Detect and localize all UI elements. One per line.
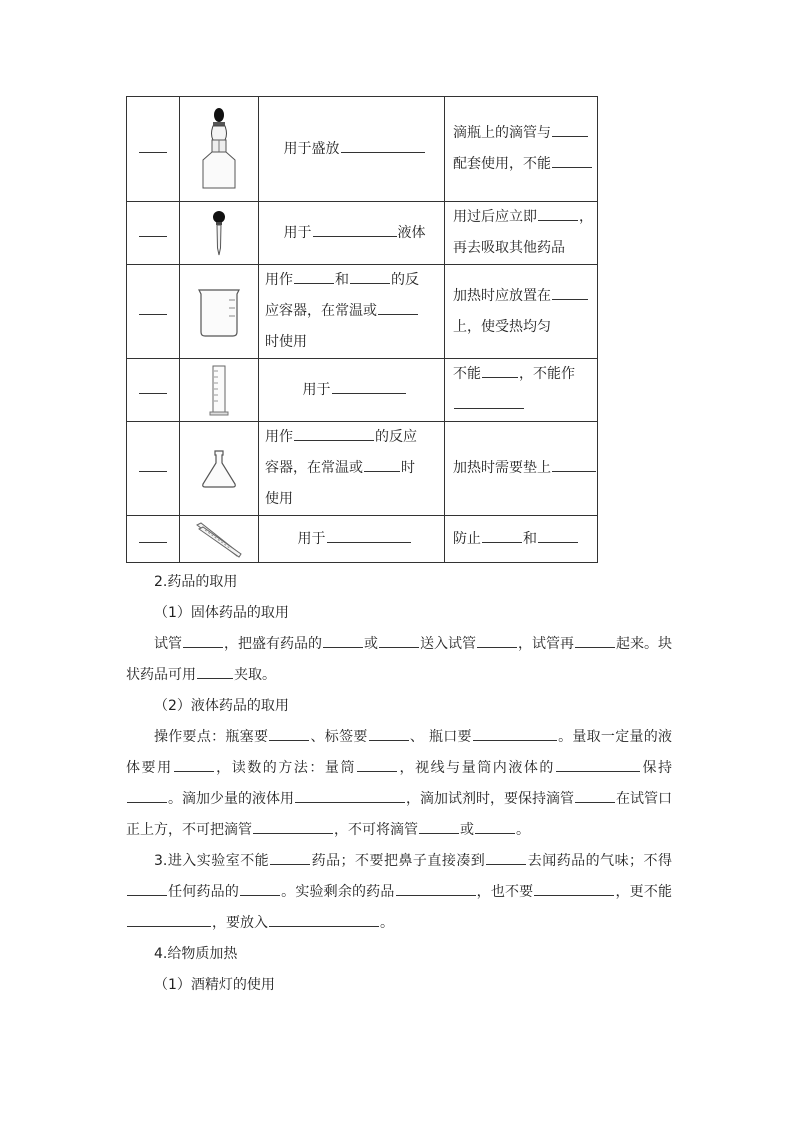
answer-blank[interactable] — [174, 756, 214, 772]
note-text: 用过后应立即 — [453, 209, 537, 225]
answer-blank[interactable] — [419, 818, 459, 834]
text: ，视线与量筒内液体的 — [398, 760, 555, 776]
desc-text: 液体 — [397, 224, 426, 241]
note-text: 不能 — [453, 366, 481, 382]
note-text: 和 — [523, 530, 537, 547]
answer-blank[interactable] — [482, 527, 522, 543]
text: 、 瓶口要 — [409, 729, 472, 745]
note-cell — [445, 202, 598, 265]
equipment-table — [126, 96, 598, 563]
answer-blank[interactable] — [538, 527, 578, 543]
image-cell — [180, 516, 259, 563]
text: 保持 — [640, 760, 673, 776]
text: 、标签要 — [310, 729, 368, 745]
paragraph-rules — [126, 846, 672, 939]
image-cell — [180, 422, 259, 516]
desc-text: 用作 — [265, 429, 293, 445]
answer-blank[interactable] — [350, 268, 390, 284]
text: 试管 — [154, 636, 182, 652]
text: ，滴加试剂时，要保持滴管 — [406, 791, 574, 807]
desc-text: 用于 — [297, 530, 326, 547]
text: 。 — [516, 822, 530, 838]
note-text: ， — [579, 209, 593, 225]
erlenmeyer-flask-icon — [199, 449, 239, 489]
answer-blank[interactable] — [364, 456, 400, 472]
text: 。 — [380, 915, 394, 931]
text: ，读数的方法：量筒 — [214, 760, 357, 776]
desc-cell — [259, 202, 445, 265]
text: 正上方，不可把滴管 — [126, 822, 252, 838]
desc-cell — [259, 422, 445, 516]
answer-blank[interactable] — [139, 378, 167, 394]
note-text: 加热时应放置在 — [453, 287, 551, 304]
answer-blank[interactable] — [341, 137, 425, 153]
desc-text: 应容器，在常温或 — [265, 303, 377, 319]
desc-text: 时 — [401, 460, 415, 476]
answer-blank[interactable] — [183, 632, 223, 648]
dropper-icon — [209, 210, 229, 256]
note-text: 防止 — [453, 530, 481, 547]
graduated-cylinder-icon — [208, 363, 230, 417]
answer-blank[interactable] — [534, 880, 614, 896]
text: 在试管口 — [616, 791, 672, 807]
answer-blank[interactable] — [197, 663, 233, 679]
answer-blank[interactable] — [486, 849, 526, 865]
desc-cell — [259, 97, 445, 202]
note-text: 配套使用，不能 — [453, 156, 551, 172]
text: 或 — [460, 822, 474, 838]
text: 去闻药品的气味；不得 — [527, 853, 673, 869]
answer-blank[interactable] — [473, 725, 557, 741]
answer-blank[interactable] — [139, 299, 167, 315]
text: ，也不要 — [476, 884, 534, 900]
answer-blank[interactable] — [379, 632, 419, 648]
desc-text: 的反应 — [375, 429, 417, 445]
answer-blank[interactable] — [139, 221, 167, 237]
name-cell — [127, 97, 180, 202]
text: 起来。块 — [616, 636, 672, 652]
image-cell — [180, 202, 259, 265]
name-cell — [127, 516, 180, 563]
subsection-title: （1）固体药品的取用 — [154, 605, 289, 621]
image-cell — [180, 97, 259, 202]
answer-blank[interactable] — [475, 818, 515, 834]
note-cell — [445, 359, 598, 422]
table-row — [127, 422, 598, 516]
answer-blank[interactable] — [575, 787, 615, 803]
section-drug-handling — [126, 567, 672, 1001]
answer-blank[interactable] — [477, 632, 517, 648]
text: 。实验剩余的药品 — [281, 884, 395, 900]
answer-blank[interactable] — [269, 725, 309, 741]
answer-blank[interactable] — [269, 911, 379, 927]
answer-blank[interactable] — [482, 362, 518, 378]
note-text: 上，使受热均匀 — [453, 318, 551, 335]
answer-blank[interactable] — [378, 299, 418, 315]
text: 任何药品的 — [168, 884, 239, 900]
note-text: 再去吸取其他药品 — [453, 240, 565, 256]
table-row — [127, 265, 598, 359]
name-cell — [127, 359, 180, 422]
desc-text: 时使用 — [265, 334, 307, 350]
answer-blank[interactable] — [127, 880, 167, 896]
note-text: 滴瓶上的滴管与 — [453, 125, 551, 141]
text: 药品；不要把鼻子直接凑到 — [311, 853, 486, 869]
desc-text: 使用 — [265, 491, 293, 507]
answer-blank[interactable] — [454, 393, 524, 409]
note-cell — [445, 422, 598, 516]
answer-blank[interactable] — [575, 632, 615, 648]
desc-cell — [259, 265, 445, 359]
desc-text: 用作 — [265, 272, 293, 288]
note-cell — [445, 265, 598, 359]
answer-blank[interactable] — [396, 880, 476, 896]
answer-blank[interactable] — [332, 378, 406, 394]
answer-blank[interactable] — [295, 787, 405, 803]
paragraph-liquid — [126, 722, 672, 846]
name-cell — [127, 422, 180, 516]
answer-blank[interactable] — [139, 456, 167, 472]
text: ，不可将滴管 — [334, 822, 418, 838]
answer-blank[interactable] — [127, 787, 167, 803]
text: ，要放入 — [212, 915, 268, 931]
desc-cell — [259, 359, 445, 422]
answer-blank[interactable] — [139, 137, 167, 153]
desc-cell — [259, 516, 445, 563]
text: 体要用 — [126, 760, 173, 776]
table-row — [127, 202, 598, 265]
section-title: 2.药品的取用 — [154, 574, 238, 590]
subsection-title: （1）酒精灯的使用 — [154, 977, 275, 993]
desc-text: 用于盛放 — [283, 140, 340, 157]
desc-text: 和 — [335, 272, 349, 288]
text: 3.进入实验室不能 — [154, 853, 270, 869]
answer-blank[interactable] — [327, 527, 411, 543]
answer-blank[interactable] — [552, 284, 588, 300]
desc-text: 容器，在常温或 — [265, 460, 363, 476]
answer-blank[interactable] — [253, 818, 333, 834]
beaker-icon — [195, 286, 243, 338]
note-cell — [445, 516, 598, 563]
answer-blank[interactable] — [357, 756, 397, 772]
table-row — [127, 97, 598, 202]
text: 。量取一定量的液 — [557, 729, 673, 745]
name-cell — [127, 265, 180, 359]
text: 状药品可用 — [126, 667, 196, 683]
text: ，把盛有药品的 — [224, 636, 322, 652]
text: 。滴加少量的液体用 — [168, 791, 294, 807]
table-row — [127, 359, 598, 422]
note-text: 加热时需要垫上 — [453, 460, 551, 476]
dropper-bottle-icon — [197, 106, 241, 192]
answer-blank[interactable] — [139, 527, 167, 543]
answer-blank[interactable] — [552, 121, 588, 137]
answer-blank[interactable] — [556, 756, 640, 772]
table-row — [127, 516, 598, 563]
desc-text: 的反 — [391, 272, 419, 288]
text: 夹取。 — [234, 667, 276, 683]
image-cell — [180, 265, 259, 359]
text: 送入试管 — [420, 636, 476, 652]
answer-blank[interactable] — [294, 425, 374, 441]
answer-blank[interactable] — [294, 268, 334, 284]
section-title: 4.给物质加热 — [154, 946, 238, 962]
image-cell — [180, 359, 259, 422]
answer-blank[interactable] — [313, 221, 397, 237]
text: ，更不能 — [615, 884, 673, 900]
answer-blank[interactable] — [369, 725, 409, 741]
answer-blank[interactable] — [127, 911, 211, 927]
desc-text: 用于 — [283, 224, 312, 241]
text: 或 — [364, 636, 378, 652]
answer-blank[interactable] — [240, 880, 280, 896]
note-text: ，不能作 — [519, 366, 575, 382]
note-cell — [445, 97, 598, 202]
text: ，试管再 — [518, 636, 574, 652]
name-cell — [127, 202, 180, 265]
subsection-title: （2）液体药品的取用 — [154, 698, 289, 714]
text: 操作要点：瓶塞要 — [154, 729, 269, 745]
answer-blank[interactable] — [323, 632, 363, 648]
answer-blank[interactable] — [270, 849, 310, 865]
tweezers-icon — [193, 519, 245, 559]
answer-blank[interactable] — [538, 205, 578, 221]
answer-blank[interactable] — [552, 456, 596, 472]
answer-blank[interactable] — [552, 152, 592, 168]
desc-text: 用于 — [302, 381, 331, 398]
paragraph-solid — [126, 629, 672, 691]
